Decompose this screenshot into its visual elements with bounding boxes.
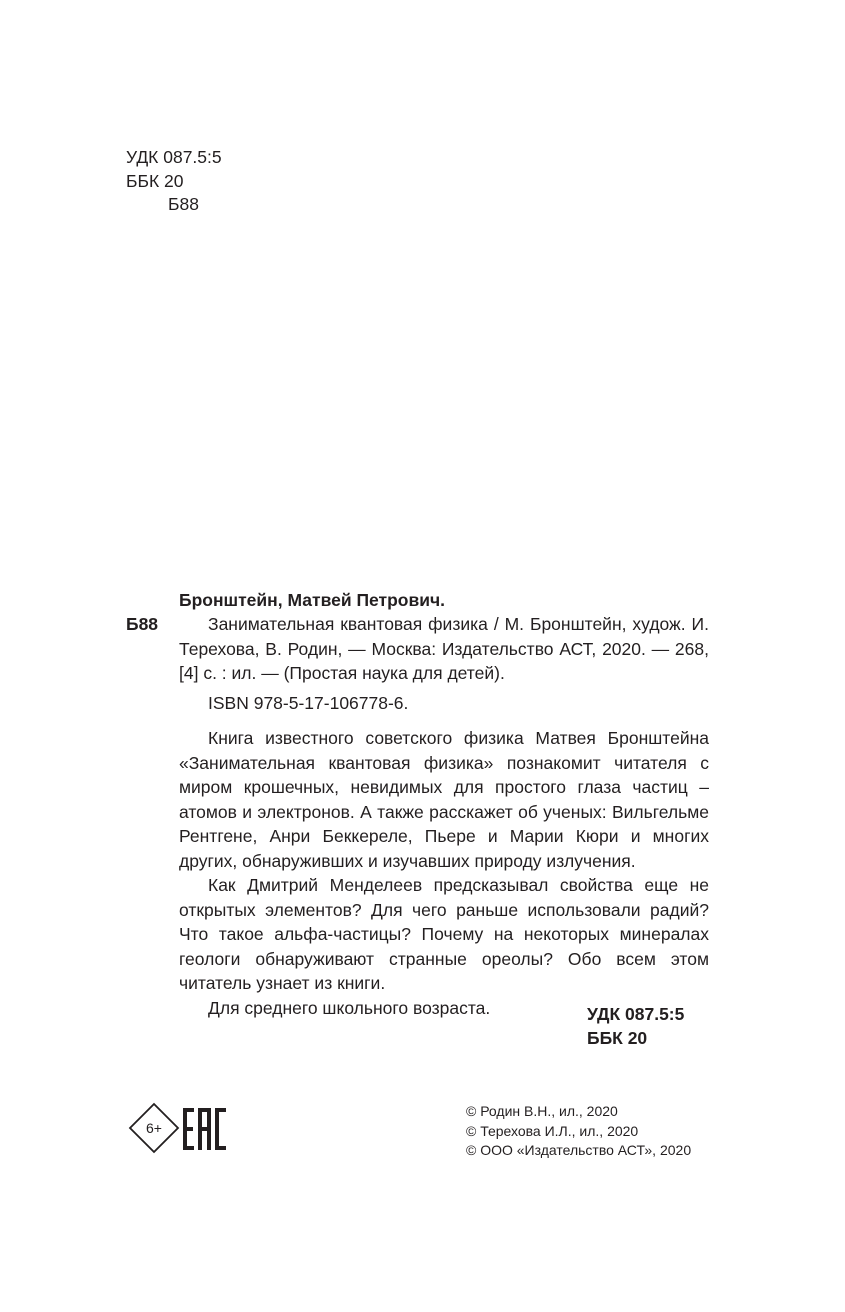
author-heading: Бронштейн, Матвей Петрович. <box>179 590 446 610</box>
age-rating-badge <box>128 1102 180 1154</box>
footer-classification-codes <box>587 1003 684 1050</box>
bibliographic-record <box>179 612 709 1020</box>
bbk-code: ББК 20 <box>126 170 184 191</box>
record-cutter-code: Б88 <box>126 614 159 634</box>
audience-note: Для среднего школьного возраста. <box>208 997 491 1018</box>
annotation-paragraph: Как Дмитрий Менделеев предсказывал свойства еще не открытых элементов? Для чего раньше использовали радий? Что такое альфа-частицы? Почему на некоторых минералах геологи обнаруживают странные ореолы? Обо всем этом читатель узнает из книги. <box>179 875 709 993</box>
copyright-line: © ООО «Издательство АСТ», 2020 <box>466 1142 692 1158</box>
annotation-paragraph: Книга известного советского физика Матвея Бронштейна «Занимательная квантовая физика» познакомит читателя с миром крошечных, невидимых для простого глаза частиц – атомов и электронов. А также расскажет об ученых: Вильгельме Рентгене, Анри Беккереле, Пьере и Марии Кюри и многих других, обнаруживших и изучавших природу излучения. <box>179 728 709 871</box>
udk-code: УДК 087.5:5 <box>126 147 222 167</box>
bbk-code: ББК 20 <box>587 1027 648 1048</box>
isbn: ISBN 978-5-17-106778-6. <box>208 692 409 713</box>
udk-code: УДК 087.5:5 <box>587 1004 685 1024</box>
diamond-icon <box>128 1102 180 1154</box>
copyright-line: © Родин В.Н., ил., 2020 <box>466 1103 618 1119</box>
copyright-notices <box>466 1102 691 1161</box>
eac-icon <box>183 1108 227 1150</box>
svg-text:6+: 6+ <box>146 1120 162 1136</box>
bibliographic-description: Занимательная квантовая физика / М. Бронштейн, худож. И. Терехова, В. Родин, — Москва: Издательство АСТ, 2020. — 268, [4] с. : ил. — (Простая наука для детей). <box>179 614 709 683</box>
copyright-line: © Терехова И.Л., ил., 2020 <box>466 1122 639 1139</box>
cutter-code: Б88 <box>168 194 199 214</box>
header-classification-codes <box>126 146 222 217</box>
